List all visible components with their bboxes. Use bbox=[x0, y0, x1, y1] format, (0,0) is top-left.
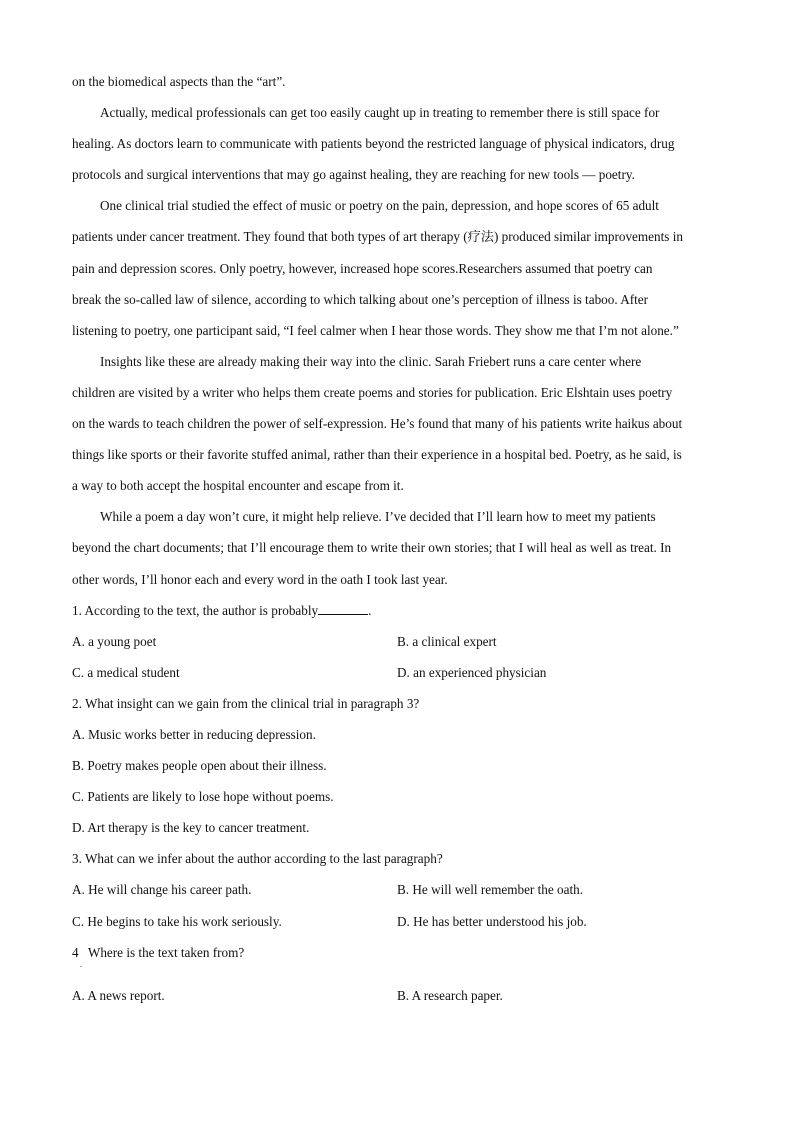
text-line: pain and depression scores. Only poetry, however, increased hope scores.Researchers assumed that poetry can bbox=[72, 260, 653, 276]
option-b[interactable]: B. a clinical expert bbox=[397, 633, 497, 649]
text-line: protocols and surgical interventions that may go against healing, they are reaching for new tools — poetry. bbox=[72, 167, 635, 183]
question-stem: 3. What can we infer about the author according to the last paragraph? bbox=[72, 851, 443, 867]
question-2 bbox=[72, 688, 724, 843]
question-stem-text: Where is the text taken from? bbox=[87, 944, 245, 960]
option-a[interactable]: A. He will change his career path. bbox=[72, 882, 252, 898]
passage-paragraph-3 bbox=[72, 346, 724, 501]
option-a[interactable]: A. a young poet bbox=[72, 633, 157, 649]
question-stem-text: 1. According to the text, the author is probably bbox=[72, 602, 319, 618]
text-line: break the so-called law of silence, according to which talking about one’s perception of illness is taboo. After bbox=[72, 291, 649, 307]
text-line: While a poem a day won’t cure, it might help relieve. I’ve decided that I’ll learn how to meet my patients bbox=[100, 509, 656, 525]
text-line: things like sports or their favorite stuffed animal, rather than their experience in a hospital bed. Poetry, as he said, is bbox=[72, 447, 682, 463]
answer-blank[interactable] bbox=[318, 602, 368, 615]
question-1 bbox=[72, 595, 724, 688]
option-row bbox=[72, 980, 724, 1011]
option-b[interactable]: B. He will well remember the oath. bbox=[397, 882, 584, 898]
question-number-dot: . bbox=[80, 959, 82, 969]
passage-paragraph-2 bbox=[72, 190, 724, 345]
passage-paragraph-4 bbox=[72, 501, 724, 594]
option-b[interactable]: B. A research paper. bbox=[397, 987, 503, 1003]
option-a[interactable]: A. Music works better in reducing depression. bbox=[72, 726, 316, 742]
option-row bbox=[72, 657, 724, 688]
question-number: 4 bbox=[72, 944, 79, 960]
option-row bbox=[72, 874, 724, 905]
option-d[interactable]: D. an experienced physician bbox=[397, 664, 547, 680]
document-page bbox=[72, 66, 724, 1011]
option-row bbox=[72, 626, 724, 657]
question-4 bbox=[72, 937, 724, 1011]
passage-paragraph-0 bbox=[72, 66, 724, 97]
option-c[interactable]: C. Patients are likely to lose hope without poems. bbox=[72, 789, 334, 805]
question-stem: 2. What insight can we gain from the clinical trial in paragraph 3? bbox=[72, 695, 420, 711]
spacer bbox=[72, 968, 724, 980]
option-d[interactable]: D. He has better understood his job. bbox=[397, 913, 587, 929]
text-line: listening to poetry, one participant said, “I feel calmer when I hear those words. They show me that I’m not alone.” bbox=[72, 322, 679, 338]
question-stem bbox=[72, 937, 724, 968]
text-line: beyond the chart documents; that I’ll encourage them to write their own stories; that I will heal as well as treat. In bbox=[72, 540, 672, 556]
option-b[interactable]: B. Poetry makes people open about their illness. bbox=[72, 758, 327, 774]
option-c[interactable]: C. a medical student bbox=[72, 664, 180, 680]
text-line: children are visited by a writer who helps them create poems and stories for publication. Eric Elshtain uses poetry bbox=[72, 384, 673, 400]
text-line: One clinical trial studied the effect of music or poetry on the pain, depression, and hope scores of 65 adult bbox=[100, 198, 659, 214]
text-line: Actually, medical professionals can get too easily caught up in treating to remember there is still space for bbox=[100, 105, 660, 121]
option-a[interactable]: A. A news report. bbox=[72, 987, 165, 1003]
question-stem bbox=[72, 595, 724, 626]
text-line: patients under cancer treatment. They found that both types of art therapy (疗法) produced similar improvements in bbox=[72, 229, 683, 245]
question-stem-end: . bbox=[368, 602, 372, 618]
option-row bbox=[72, 906, 724, 937]
text-line: Insights like these are already making their way into the clinic. Sarah Friebert runs a care center where bbox=[100, 353, 642, 369]
text-line: on the wards to teach children the power of self-expression. He’s found that many of his patients write haikus about bbox=[72, 416, 683, 432]
text-line: other words, I’ll honor each and every word in the oath I took last year. bbox=[72, 571, 448, 587]
text-line: a way to both accept the hospital encounter and escape from it. bbox=[72, 478, 404, 494]
text-line: on the biomedical aspects than the “art”. bbox=[72, 74, 286, 89]
option-c[interactable]: C. He begins to take his work seriously. bbox=[72, 913, 282, 929]
passage-paragraph-1 bbox=[72, 97, 724, 190]
text-line: healing. As doctors learn to communicate with patients beyond the restricted language of physical indicators, drug bbox=[72, 136, 675, 152]
option-d[interactable]: D. Art therapy is the key to cancer treatment. bbox=[72, 820, 310, 836]
question-3 bbox=[72, 843, 724, 936]
